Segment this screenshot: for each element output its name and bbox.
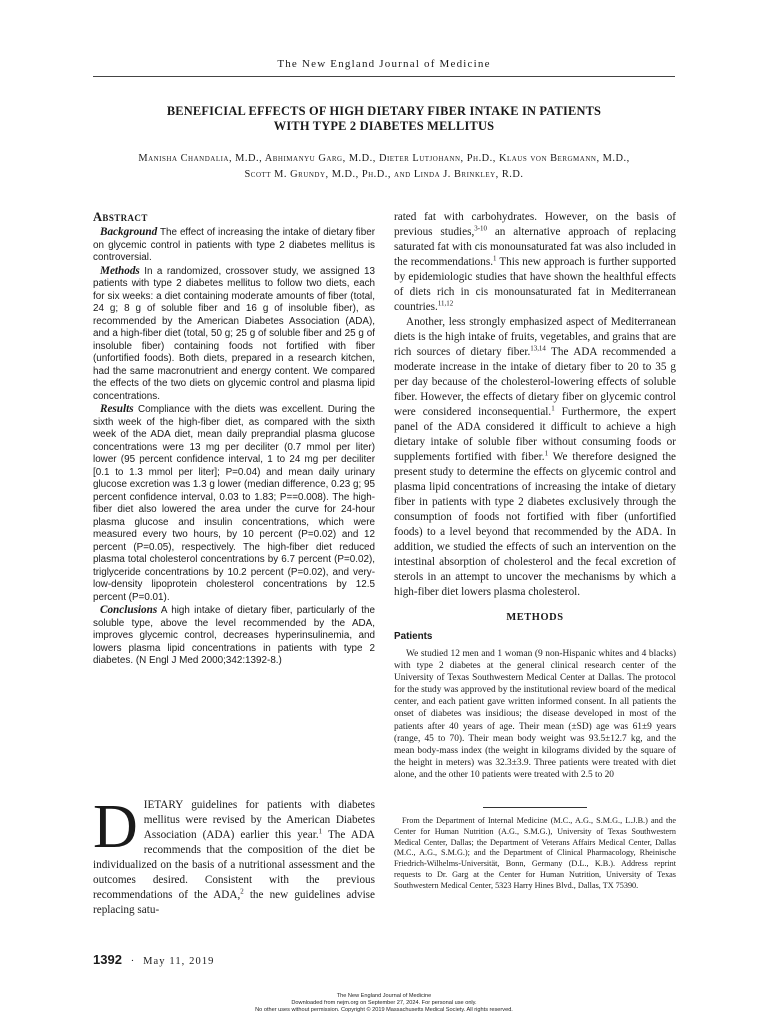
patients-paragraph: We studied 12 men and 1 woman (9 non-Hispanic whites and 4 blacks) with type 2 diabetes at the general clinical research center of the University of Texas Southwestern Medical Center at Dallas. The protocol for the study was approved by the institutional review board of the medical center, and each patient gave written informed consent. In all patients the onset of diabetes was insidious; the disease developed in most of the patients after 40 years of age. Their mean (±SD) age was 61±9 years (range, 45 to 70). Their mean body weight was 93.5±12.7 kg, and the mean body-mass index (the weight in kilograms divided by the square of the height in meters) was 32.3±3.9. Three patients were treated with diet alone, and the other 10 patients were treated with 2.5 to 20 bbox=[394, 649, 676, 780]
issue-date: May 11, 2019 bbox=[143, 956, 215, 967]
background-label: Background bbox=[100, 226, 158, 238]
patients-subheading: Patients bbox=[394, 631, 433, 642]
intro-paragraph bbox=[93, 793, 376, 918]
intro-paragraph-cont bbox=[394, 210, 676, 315]
conclusions-text: A high intake of dietary fiber, particularly of the soluble type, above the level recommended by the ADA, improves glycemic control, decreases hyperinsulinemia, and lowers plasma lipid concentrations in patients with type 2 diabetes. (N Engl J Med 2000;342:1392-8.) bbox=[93, 605, 375, 666]
methods-text: In a randomized, crossover study, we assigned 13 patients with type 2 diabetes mellitus to follow two diets, each for six weeks: a diet containing moderate amounts of fiber (total, 24 g; 8 g of soluble fiber and 16 g of insoluble fiber), as recommended by the American Diabetes Association (ADA), and a high-fiber diet (total, 50 g; 25 g of soluble fiber and 25 g of insoluble fiber) containing foods not fortified with fiber (unfortified foods). Both diets, prepared in a research kitchen, had the same macronutrient and energy content. We compared the effects of the two diets on glycemic control and plasma lipid concentrations. bbox=[93, 265, 375, 402]
left-column bbox=[93, 210, 375, 668]
page-folio bbox=[93, 952, 215, 967]
footer-download: Downloaded from nejm.org on September 27, 2024. For personal use only. bbox=[291, 1000, 477, 1007]
folio-separator: · bbox=[130, 955, 135, 967]
p2-text-c: Furthermore, the expert panel of the ADA considered it difficult to achieve a high dietary intake of soluble fiber without consuming foods or supplements fortified with fiber. bbox=[394, 406, 676, 463]
title-line-2: WITH TYPE 2 DIABETES MELLITUS bbox=[273, 119, 495, 133]
footer-copyright: No other uses without permission. Copyright © 2019 Massachusetts Medical Society. All rights reserved. bbox=[255, 1007, 513, 1014]
author-list bbox=[93, 151, 675, 182]
affiliation-footnote bbox=[394, 816, 676, 892]
ref-1[interactable]: 1 bbox=[493, 254, 497, 263]
title-line-1: BENEFICIAL EFFECTS OF HIGH DIETARY FIBER INTAKE IN PATIENTS bbox=[166, 104, 602, 118]
ref-1[interactable]: 1 bbox=[318, 827, 323, 836]
abstract-results bbox=[93, 403, 375, 604]
page-number: 1392 bbox=[93, 952, 122, 967]
ref-13-14[interactable]: 13,14 bbox=[530, 344, 546, 353]
background-text: The effect of increasing the intake of dietary fiber on glycemic control in patients with type 2 diabetes mellitus is controversial. bbox=[93, 227, 375, 263]
article-title bbox=[93, 104, 675, 134]
abstract-heading: Abstract bbox=[93, 210, 148, 224]
intro-continued bbox=[394, 210, 676, 600]
header-rule bbox=[93, 76, 675, 77]
intro-text-b: The ADA recommends that the composition of the diet be individualized on the basis of a nutritional assessment and the outcomes desired. Consistent with the previous recommendations of the ADA, bbox=[93, 829, 376, 901]
results-text: Compliance with the diets was excellent. During the sixth week of the high-fiber diet, as compared with the sixth week of the ADA diet, mean daily preprandial plasma glucose concentrations were 13 mg per deciliter (0.7 mmol per liter) lower (95 percent confidence interval, 1 to 24 mg per deciliter [0.1 to 1.3 mmol per liter]; P=0.04) and mean daily urinary glucose excretion was 1.3 g lower (median difference, 0.23 g; 95 percent confidence interval, 0.03 to 1.83; P==0.008). The high-fiber diet also lowered the area under the curve for 24-hour plasma glucose and insulin concentrations, which were measured every two hours, by 10 percent (P=0.02) and 12 percent (P=0.05), respectively. The high-fiber diet reduced plasma total cholesterol concentrations by 6.7 percent (P=0.02), triglyceride concentrations by 10.2 percent (P=0.02), and very-low-density lipoprotein cholesterol concentrations by 12.5 percent (P=0.01). bbox=[93, 404, 375, 603]
methods-heading: METHODS bbox=[506, 612, 564, 623]
ref-1[interactable]: 1 bbox=[544, 449, 549, 458]
methods-label: Methods bbox=[100, 264, 140, 277]
intro-text bbox=[93, 793, 376, 918]
ref-2[interactable]: 2 bbox=[240, 887, 244, 896]
methods-patients bbox=[394, 648, 676, 781]
ref-3-10[interactable]: 3-10 bbox=[474, 224, 487, 233]
ref-1[interactable]: 1 bbox=[551, 404, 555, 413]
affiliation-text: From the Department of Internal Medicine (M.C., A.G., S.M.G., L.J.B.) and the Center for Human Nutrition (A.G., S.M.G.), University of Texas Southwestern Medical Center, Dallas; the Department of Veterans Affairs Medical Center, Dallas (M.C., A.G., S.M.G.); and the Department of Clinical Pharmacology, Rheinische Friedrich-Wilhelms-Universität, Bonn, Germany (D.L., K.B.). Address reprint requests to Dr. Garg at the Center for Human Nutrition, University of Texas Southwestern Medical Center, 5323 Harry Hines Blvd., Dallas, TX 75390. bbox=[394, 816, 676, 890]
authors-line-2: Scott M. Grundy, M.D., Ph.D., and Linda J. Brinkley, R.D. bbox=[244, 168, 524, 180]
footer-journal: The New England Journal of Medicine bbox=[336, 993, 432, 999]
abstract bbox=[93, 226, 375, 668]
conclusions-label: Conclusions bbox=[100, 604, 158, 616]
authors-line-1: Manisha Chandalia, M.D., Abhimanyu Garg, M.D., Dieter Lutjohann, Ph.D., Klaus von Bergmann, M.D., bbox=[138, 153, 630, 164]
results-label: Results bbox=[100, 403, 134, 415]
intro-block bbox=[93, 793, 376, 918]
running-head: The New England Journal of Medicine bbox=[277, 58, 491, 70]
footnote-rule bbox=[483, 807, 587, 808]
abstract-methods bbox=[93, 265, 375, 404]
intro-text-c: the new guidelines advise replacing satu- bbox=[93, 889, 376, 916]
p2-text-a: Another, less strongly emphasized aspect of Mediterranean diets is the high intake of fruits, vegetables, and grains that are rich sources of dietary fiber. bbox=[394, 316, 676, 358]
abstract-background bbox=[93, 226, 375, 265]
abstract-conclusions bbox=[93, 604, 375, 668]
p2-text-d: We therefore designed the present study to determine the effects on glycemic control and plasma lipid concentrations of increasing the intake of dietary fiber in patients with type 2 diabetes exclusively through the consumption of foods not fortified with fiber (unfortified foods) to a level beyond that recommended by the ADA. In addition, we studied the effects of such an intervention on the intestinal absorption of cholesterol and the fecal excretion of sterols in an attempt to uncover the mechanisms by which a high-fiber diet lowers plasma cholesterol. bbox=[394, 451, 677, 598]
mediterranean-paragraph bbox=[394, 315, 676, 600]
right-column bbox=[394, 210, 676, 892]
intro-text-a: IETARY guidelines for patients with diabetes mellitus were revised by the American Diabetes Association (ADA) earlier this year. bbox=[143, 799, 375, 841]
p2-text-b: The ADA recommended a moderate increase in the intake of dietary fiber to 20 to 35 g per day because of the cholesterol-lowering effects of soluble fiber. However, the effects of dietary fiber on glycemic control were considered inconsequential. bbox=[394, 346, 677, 418]
p1-text-b: an alternative approach of replacing saturated fat with cis monounsaturated fat was also included in the recommendations. bbox=[394, 226, 676, 268]
ref-11-12[interactable]: 11,12 bbox=[437, 299, 454, 308]
p1-text-a: rated fat with carbohydrates. However, on the basis of previous studies, bbox=[394, 211, 676, 238]
drop-cap: D bbox=[93, 793, 138, 861]
p1-text-c: This new approach is further supported by epidemiologic studies that have shown the healthful effects of diets rich in cis monounsaturated fat in Mediterranean countries. bbox=[394, 256, 676, 313]
download-footer bbox=[0, 993, 768, 1015]
